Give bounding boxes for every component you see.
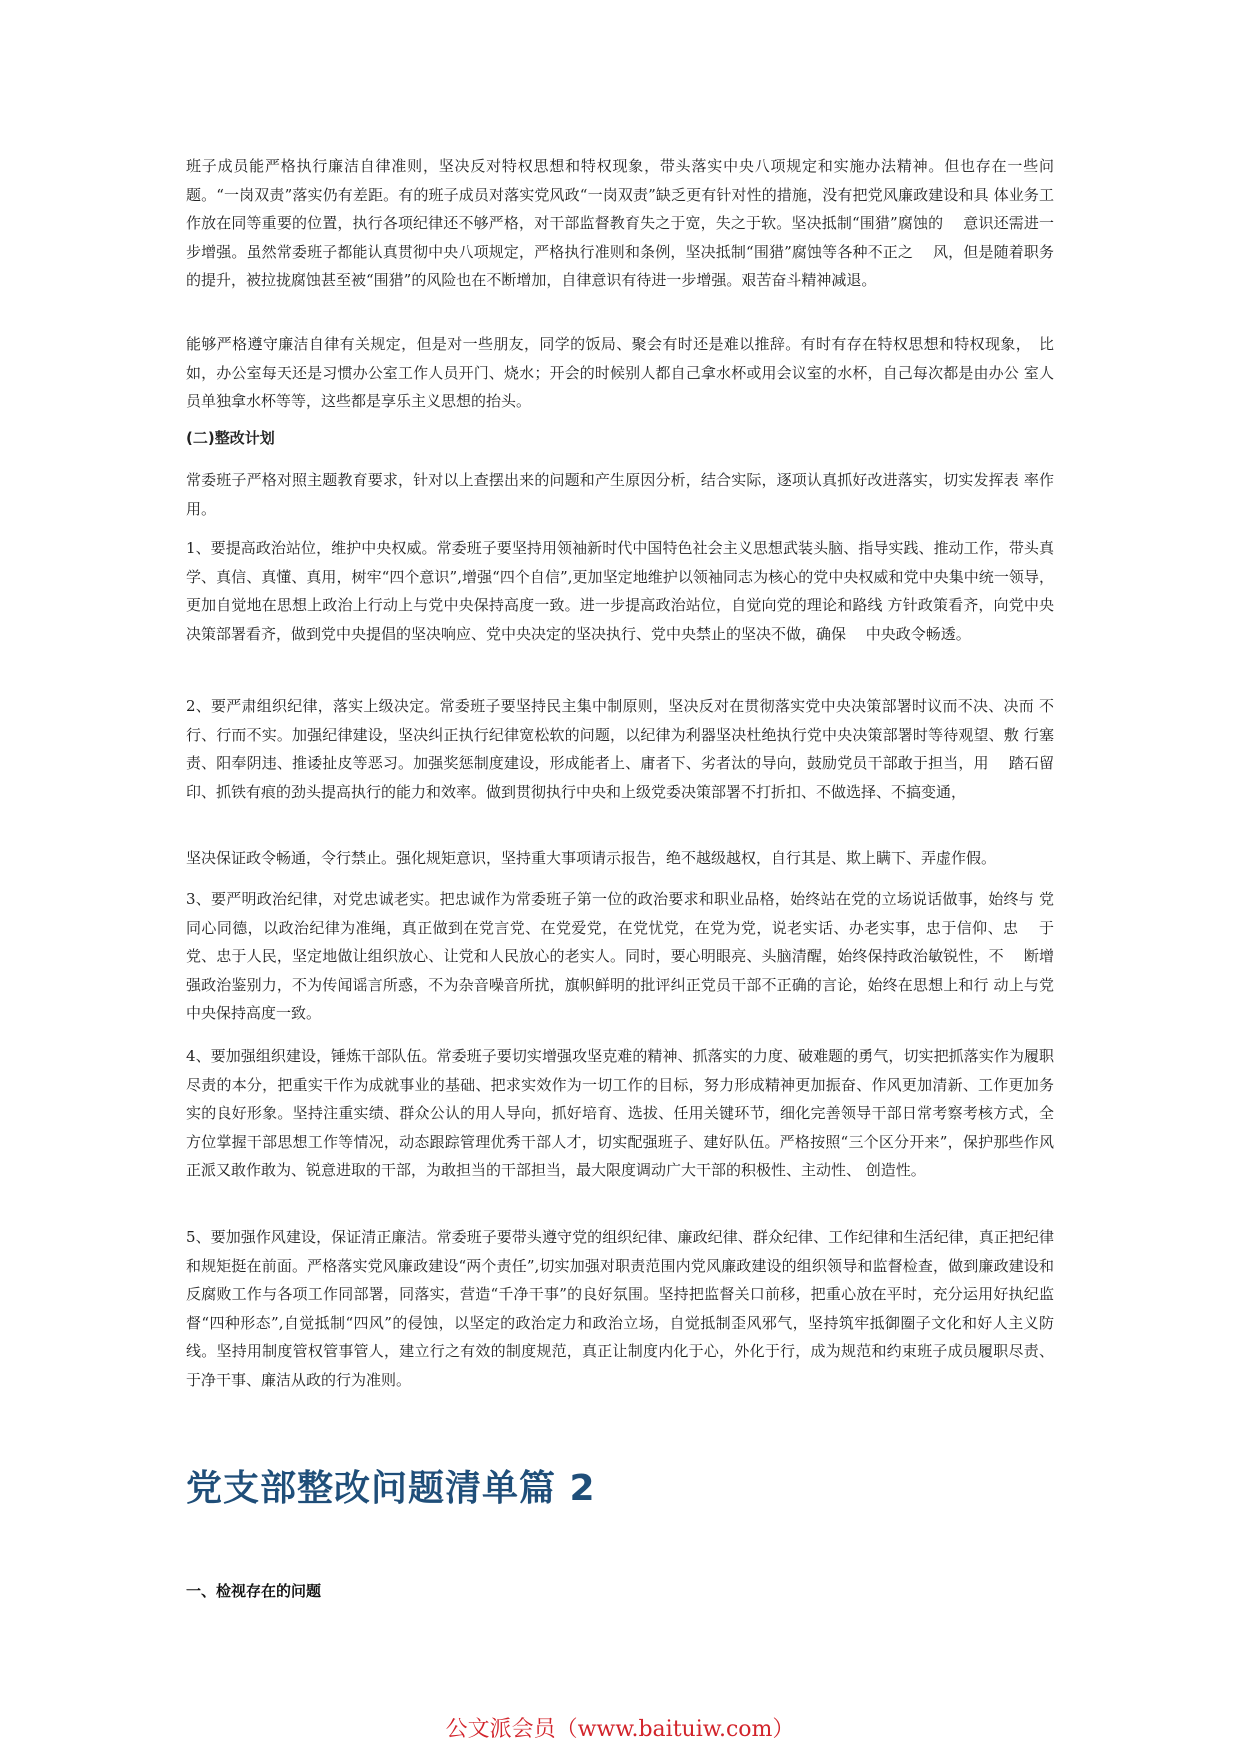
paragraph-7: 3、要严明政治纪律，对党忠诚老实。把忠诚作为常委班子第一位的政治要求和职业品格，始终站在党的立场说话做事，始终与 党同心同德，以政治纪律为准绳，真正做到在党言党、在党爱党，在党忧党，在党为党，说老实话、办老实事，忠于信仰、忠 于党、忠于人民，坚定地做让组织放心、让党和人民放心的老实人。同时，要心明眼亮、头脑清醒，始终保持政治敏锐性，不 断增强政治鉴别力，不为传闻谣言所惑，不为杂音噪音所扰，旗帜鲜明的批评纠正党员干部不正确的言论，始终在思想上和行 动上与党中央保持高度一致。 [186, 890, 1054, 1022]
paragraph-6: 坚决保证政令畅通，令行禁止。强化规矩意识，坚持重大事项请示报告，绝不越级越权，自行其是、欺上瞒下、弄虚作假。 [186, 849, 997, 867]
footer-watermark-link[interactable]: 公文派会员（www.baituiw.com） [445, 1717, 795, 1742]
paragraph-1: 班子成员能严格执行廉洁自律准则，坚决反对特权思想和特权现象，带头落实中央八项规定和实施办法精神。但也存在一些问 题。“一岗双责”落实仍有差距。有的班子成员对落实党风政“一岗双责”缺乏更有针对性的措施，没有把党风廉政建设和具 体业务工作放在同等重要的位置，执行各项纪律还不够严格，对干部监督教育失之于宽，失之于软。坚决抵制“围猎”腐蚀的 意识还需进一步增强。虽然常委班子都能认真贯彻中央八项规定，严格执行准则和条例，坚决抵制“围猎”腐蚀等各种不正之 风，但是随着职务的提升，被拉拢腐蚀甚至被“围猎”的风险也在不断增加，自律意识有待进一步增强。艰苦奋斗精神减退。 [186, 157, 1054, 289]
paragraph-9: 5、要加强作风建设，保证清正廉洁。常委班子要带头遵守党的组织纪律、廉政纪律、群众纪律、工作纪律和生活纪律，真正把纪律和规矩挺在前面。严格落实党风廉政建设“两个责任”,切实加强对职责范围内党风廉政建设的组织领导和监督检查，做到廉政建设和反腐败工作与各项工作同部署，同落实，营造“千净干事”的良好氛围。坚持把监督关口前移，把重心放在平时，充分运用好执纪监督“四种形态”,自觉抵制“四风”的侵蚀，以坚定的政治定力和政治立场，自觉抵制歪风邪气，坚持筑牢抵御圈子文化和好人主义防线。坚持用制度管权管事管人，建立行之有效的制度规范，真正让制度内化于心，外化于行，成为规范和约束班子成员履职尽责、于净干事、廉洁从政的行为准则。 [186, 1228, 1054, 1389]
paragraph-8: 4、要加强组织建设，锤炼干部队伍。常委班子要切实增强攻坚克难的精神、抓落实的力度、破难题的勇气，切实把抓落实作为履职尽责的本分，把重实干作为成就事业的基础、把求实效作为一切工作的目标，努力形成精神更加振奋、作风更加清新、工作更加务实的良好形象。坚持注重实绩、群众公认的用人导向，抓好培育、选拔、任用关键环节，细化完善领导干部日常考察考核方式，全方位掌握干部思想工作等情况，动态跟踪管理优秀干部人才，切实配强班子、建好队伍。严格按照“三个区分开来”，保护那些作风正派又敢作敢为、锐意进取的干部，为敢担当的干部担当，最大限度调动广大干部的积极性、主动性、 创造性。 [186, 1047, 1054, 1179]
paragraph-3: 常委班子严格对照主题教育要求，针对以上查摆出来的问题和产生原因分析，结合实际，逐项认真抓好改进落实，切实发挥表 率作用。 [186, 471, 1054, 518]
paragraph-4: 1、要提高政治站位，维护中央权威。常委班子要坚持用领袖新时代中国特色社会主义思想武装头脑、指导实践、推动工作，带头真学、真信、真懂、真用，树牢“四个意识”,增强“四个自信”,更加坚定地维护以领袖同志为核心的党中央权威和党中央集中统一领导，更加自觉地在思想上政治上行动上与党中央保持高度一致。进一步提高政治站位，自觉向党的理论和路线 方针政策看齐，向党中央决策部署看齐，做到党中央提倡的坚决响应、党中央决定的坚决执行、党中央禁止的坚决不做，确保 中央政令畅透。 [186, 539, 1054, 643]
paragraph-2: 能够严格遵守廉洁自律有关规定，但是对一些朋友，同学的饭局、聚会有时还是难以推辞。有时有存在特权思想和特权现象， 比如，办公室每天还是习惯办公室工作人员开门、烧水；开会的时候别人都自己拿水杯或用会议室的水杯，自己每次都是由办公 室人员单独拿水杯等等，这些都是享乐主义思想的抬头。 [186, 335, 1054, 410]
paragraph-5: 2、要严肃组织纪律，落实上级决定。常委班子要坚持民主集中制原则，坚决反对在贯彻落实党中央决策部署时议而不决、决而 不行、行而不实。加强纪律建设，坚决纠正执行纪律宽松软的问题，以纪律为利器坚决杜绝执行党中央决策部署时等待观望、敷 行塞责、阳奉阴违、推诿扯皮等恶习。加强奖惩制度建设，形成能者上、庸者下、劣者汰的导向，鼓励党员干部敢于担当，用 踏石留印、抓铁有痕的劲头提高执行的能力和效率。做到贯彻执行中央和上级党委决策部署不打折扣、不做选择、不搞变通， [186, 697, 1054, 801]
section-heading: 一、检视存在的问题 [186, 1582, 322, 1600]
subheading-rectification-plan: (二)整改计划 [186, 429, 275, 447]
document-title: 党支部整改问题清单篇 2 [186, 1468, 596, 1509]
